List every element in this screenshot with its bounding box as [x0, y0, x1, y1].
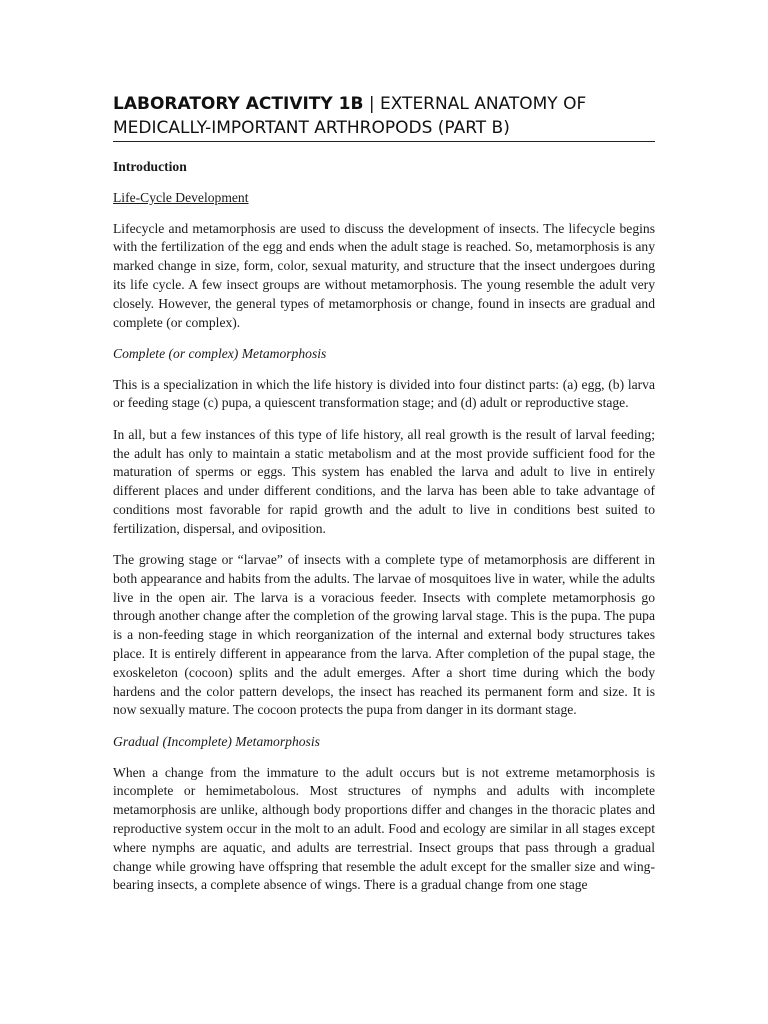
paragraph-larval-feeding: In all, but a few instances of this type of life history, all real growth is the result of larval feeding; the adult has only to maintain a static metabolism and at the most provide sufficient food for the maturation of sperms or eggs. This system has enabled the larva and adult to live in entirely different places and under different conditions, and the larva has been able to take advantage of conditions most favorable for rapid growth and the adult to live in conditions best suited to fertilization, dispersal, and oviposition. [113, 426, 655, 536]
paragraph-gradual: When a change from the immature to the adult occurs but is not extreme metamorphosis is incomplete or hemimetabolous. Most structures of nymphs and adults with incomplete metamorphosis are unlike, although body proportions differ and changes in the thoracic plates and reproductive system occur in the molt to an adult. Food and ecology are similar in all stages except where nymphs are aquatic, and adults are terrestrial. Insect groups that pass through a gradual change while growing have offspring that resemble the adult except for the smaller size and wing-bearing insects, a complete absence of wings. There is a gradual change from one stage [113, 764, 655, 893]
paragraph-larvae-pupa: The growing stage or “larvae” of insects with a complete type of metamorphosis are different in both appearance and habits from the adults. The larvae of mosquitoes live in water, while the adults live in the open air. The larva is a voracious feeder. Insects with complete metamorphosis go through another change after the completion of the growing larval stage. This is the pupa. The pupa is a non-feeding stage in which reorganization of the internal and external body structures takes place. It is entirely different in appearance from the larva. After completion of the pupal stage, the exoskeleton (cocoon) splits and the adult emerges. After a short time during which the body hardens and the color pattern develops, the insect has reached its permanent form and size. It is now sexually mature. The cocoon protects the pupa from danger in its dormant stage. [113, 552, 655, 718]
document-page [113, 92, 655, 908]
paragraph-lifecycle: Lifecycle and metamorphosis are used to discuss the development of insects. The lifecycle begins with the fertilization of the egg and ends when the adult stage is reached. So, metamorphosis is any marked change in size, form, color, sexual maturity, and structure that the insect undergoes during its life cycle. A few insect groups are without metamorphosis. The young resemble the adult very closely. However, the general types of metamorphosis or change, found in insects are gradual and complete (or complex). [113, 220, 655, 330]
gradual-metamorphosis-heading: Gradual (Incomplete) Metamorphosis [113, 733, 320, 749]
paragraph-four-stages: This is a specialization in which the life history is divided into four distinct parts: (a) egg, (b) larva or feeding stage (c) pupa, a quiescent transformation stage; and (d) adult or reproductive stage. [113, 376, 655, 411]
lifecycle-heading: Life-Cycle Development [113, 189, 249, 205]
introduction-heading: Introduction [113, 159, 187, 174]
complete-metamorphosis-heading: Complete (or complex) Metamorphosis [113, 345, 327, 361]
title-activity: LABORATORY ACTIVITY 1B [113, 94, 364, 114]
title-separator: | [363, 94, 380, 114]
document-title [113, 92, 655, 142]
title-subject: EXTERNAL ANATOMY OF MEDICALLY-IMPORTANT ARTHROPODS (PART B) [113, 94, 587, 138]
